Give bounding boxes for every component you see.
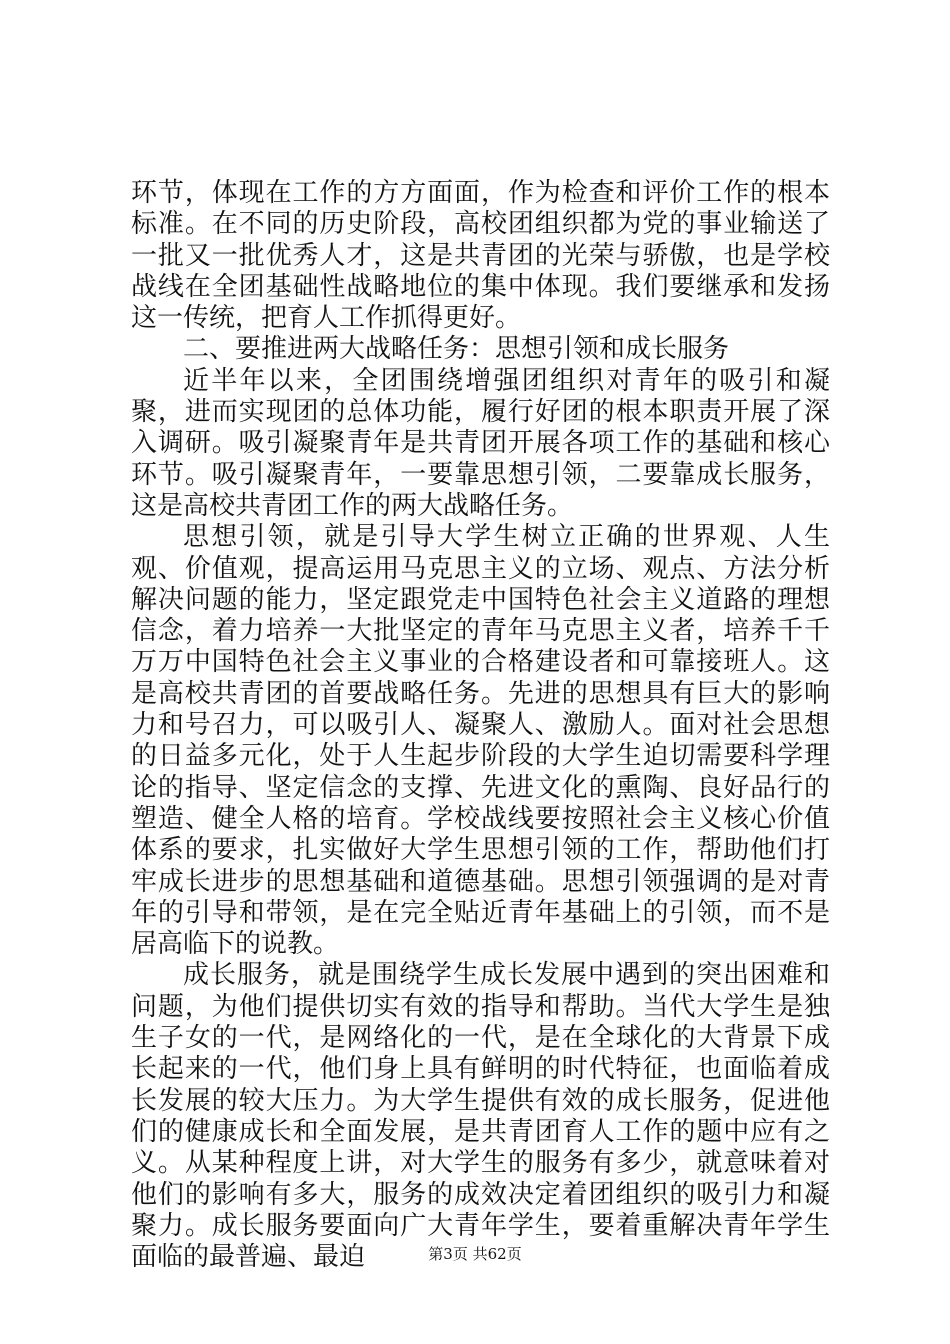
page-number: 第3页 共62页	[428, 1245, 522, 1263]
page-footer	[0, 1244, 950, 1264]
paragraph-continuation: 环节，体现在工作的方方面面，作为检查和评价工作的根本标准。在不同的历史阶段，高校团组织都为党的事业输送了一批又一批优秀人才，这是共青团的光荣与骄傲，也是学校战线在全团基础性战略地位的集中体现。我们要继承和发扬这一传统，把育人工作抓得更好。	[131, 178, 830, 334]
paragraph: 成长服务，就是围绕学生成长发展中遇到的突出困难和问题，为他们提供切实有效的指导和帮助。当代大学生是独生子女的一代，是网络化的一代，是在全球化的大背景下成长起来的一代，他们身上具有鲜明的时代特征，也面临着成长发展的较大压力。为大学生提供有效的成长服务，促进他们的健康成长和全面发展，是共青团育人工作的题中应有之义。从某种程度上讲，对大学生的服务有多少，就意味着对他们的影响有多大，服务的成效决定着团组织的吸引力和凝聚力。成长服务要面向广大青年学生，要着重解决青年学生面临的最普遍、最迫	[131, 960, 830, 1273]
section-heading: 二、要推进两大战略任务：思想引领和成长服务	[183, 334, 730, 365]
paragraph: 思想引领，就是引导大学生树立正确的世界观、人生观、价值观，提高运用马克思主义的立场、观点、方法分析解决问题的能力，坚定跟党走中国特色社会主义道路的理想信念，着力培养一大批坚定的青年马克思主义者，培养千千万万中国特色社会主义事业的合格建设者和可靠接班人。这是高校共青团的首要战略任务。先进的思想具有巨大的影响力和号召力，可以吸引人、凝聚人、激励人。面对社会思想的日益多元化，处于人生起步阶段的大学生迫切需要科学理论的指导、坚定信念的支撑、先进文化的熏陶、良好品行的塑造、健全人格的培育。学校战线要按照社会主义核心价值体系的要求，扎实做好大学生思想引领的工作，帮助他们打牢成长进步的思想基础和道德基础。思想引领强调的是对青年的引导和带领，是在完全贴近青年基础上的引领，而不是居高临下的说教。	[131, 522, 830, 960]
paragraph: 近半年以来，全团围绕增强团组织对青年的吸引和凝聚，进而实现团的总体功能，履行好团的根本职责开展了深入调研。吸引凝聚青年是共青团开展各项工作的基础和核心环节。吸引凝聚青年，一要靠思想引领，二要靠成长服务，这是高校共青团工作的两大战略任务。	[131, 365, 830, 521]
body-text	[131, 178, 830, 1273]
